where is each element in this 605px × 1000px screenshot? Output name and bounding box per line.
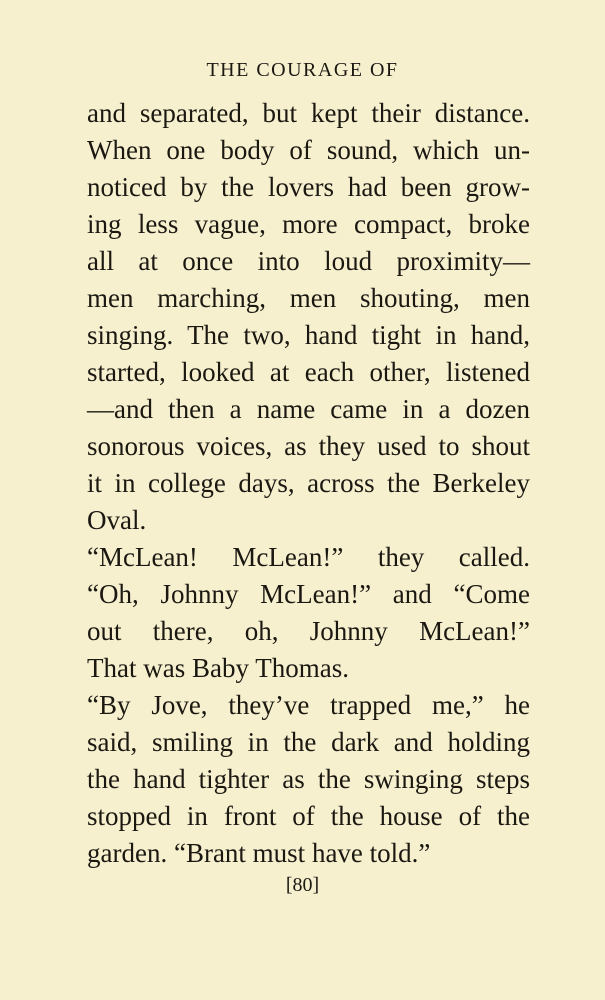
text-line: Oval. [87, 505, 147, 535]
text-line: ing less vague, more compact, broke [87, 209, 530, 239]
text-line: “By Jove, they’ve trapped me,” he [87, 690, 530, 720]
text-line: singing. The two, hand tight in hand, [87, 320, 530, 350]
text-line: started, looked at each other, listened [87, 357, 530, 387]
text-line: the hand tighter as the swinging steps [87, 764, 530, 794]
text-line: “Oh, Johnny McLean!” and “Come [87, 579, 530, 609]
page-number: [80] [285, 874, 320, 896]
text-line: —and then a name came in a dozen [87, 394, 530, 424]
running-head: THE COURAGE OF [206, 59, 399, 81]
text-line: sonorous voices, as they used to shout [87, 431, 530, 461]
text-line: all at once into loud proximity— [87, 246, 530, 276]
text-line: “McLean! McLean!” they called. [87, 542, 530, 572]
text-line: stopped in front of the house of the [87, 801, 530, 831]
body-text [87, 95, 530, 872]
text-line: men marching, men shouting, men [87, 283, 530, 313]
text-line: and separated, but kept their distance. [87, 98, 530, 128]
text-line: said, smiling in the dark and holding [87, 727, 530, 757]
text-line: garden. “Brant must have told.” [87, 838, 431, 868]
text-line: When one body of sound, which un- [87, 135, 530, 165]
text-line: it in college days, across the Berkeley [87, 468, 530, 498]
text-line: noticed by the lovers had been grow- [87, 172, 530, 202]
text-line: out there, oh, Johnny McLean!” [87, 616, 530, 646]
text-line: That was Baby Thomas. [87, 653, 349, 683]
